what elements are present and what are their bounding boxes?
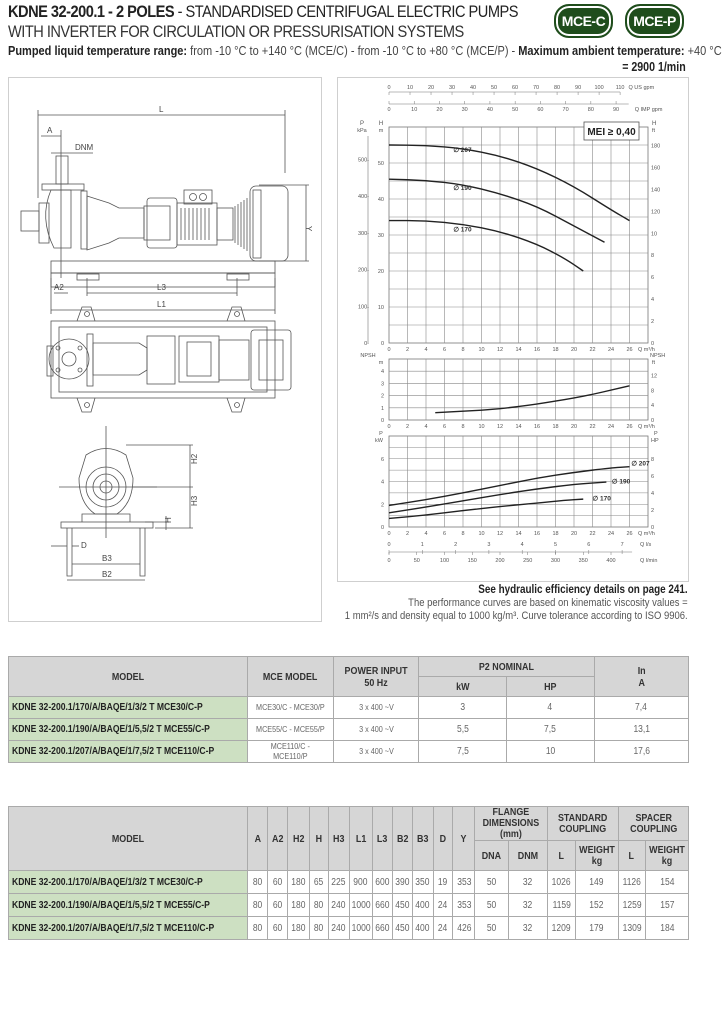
head-y-tick-ft: 160: [651, 165, 661, 172]
npsh-x-tick: 8: [461, 424, 465, 430]
cell-value: 1259: [618, 894, 645, 917]
page-title: [8, 2, 518, 22]
lmin-tick: 50: [413, 558, 420, 564]
power-x-tick: 4: [424, 531, 428, 537]
dimension-drawings-panel: [8, 77, 322, 622]
cell-value: 50: [475, 894, 508, 917]
cell-in: 13,1: [594, 719, 689, 741]
npsh-x-tick: 12: [496, 424, 504, 430]
table-row: [9, 741, 689, 763]
head-y-tick-m: 50: [377, 161, 384, 167]
col-header-h: H: [309, 807, 328, 871]
m-axis-title: H: [378, 121, 384, 127]
head-x-tick: 26: [626, 347, 633, 353]
cell-value: 80: [309, 894, 328, 917]
cell-value: 1126: [618, 871, 645, 894]
col-header-dnm: DNM: [508, 841, 548, 871]
cell-value: 80: [309, 917, 328, 940]
npsh-y-tick-m: 0: [380, 418, 384, 424]
lmin-tick: 0: [387, 558, 391, 564]
cell-value: 24: [433, 917, 453, 940]
npsh-x-tick: 26: [626, 424, 633, 430]
npsh-axis-title: NPSH: [360, 353, 376, 359]
dim-label-Y: Y: [304, 226, 313, 232]
cell-value: 149: [575, 871, 618, 894]
col-header-model: MODEL: [9, 807, 248, 871]
power-x-tick: 20: [570, 531, 578, 537]
head-curve-label: ∅ 170: [453, 226, 472, 234]
table-row: [9, 871, 689, 894]
ls-tick: 4: [520, 542, 524, 548]
title-model: KDNE 32-200.1 - 2 POLES: [8, 2, 175, 21]
cell-value: 240: [328, 917, 349, 940]
cell-power-input: 3 x 400 ~V: [333, 741, 419, 763]
col-header-h2: H2: [288, 807, 309, 871]
ls-tick: 5: [553, 542, 558, 548]
col-header-y: Y: [453, 807, 475, 871]
cell-power-input: 3 x 400 ~V: [333, 719, 419, 741]
cell-value: 80: [248, 871, 268, 894]
head-y-tick-kpa: 300-: [357, 230, 369, 237]
power-curve-label: ∅ 170: [592, 495, 611, 503]
title-description: - STANDARDISED CENTRIFUGAL ELECTRIC PUMPS: [174, 2, 518, 21]
mei-label: MEI ≥ 0,40: [587, 127, 636, 138]
npsh-x-axis-label: Q m³/h: [638, 424, 655, 430]
kw-axis-title: P: [379, 431, 383, 437]
head-y-tick-ft: 120: [651, 209, 661, 216]
cell-kw: 7,5: [419, 741, 507, 763]
cell-value: 180: [288, 871, 309, 894]
npsh-x-tick: 2: [405, 424, 410, 430]
cell-mce-model: MCE30/C - MCE30/P: [248, 697, 334, 719]
head-y-tick-kpa: 400-: [357, 194, 369, 201]
lmin-tick: 400: [606, 558, 616, 564]
npsh-y-tick-m: 3: [380, 381, 384, 388]
cell-in: 17,6: [594, 741, 689, 763]
electrical-data-table: [8, 656, 689, 763]
head-y-tick-m: 20: [377, 269, 384, 275]
head-x-tick: 24: [607, 347, 615, 353]
col-header-in: In A: [594, 657, 689, 697]
cell-value: 1159: [548, 894, 575, 917]
top-view-drawing: [47, 307, 291, 412]
head-curve-label: ∅ 207: [453, 147, 472, 155]
efficiency-note-text: See hydraulic efficiency details on page 241.: [478, 584, 688, 596]
side-view-drawing: [21, 105, 313, 314]
cell-value: 600: [372, 871, 392, 894]
cell-value: 1000: [349, 894, 372, 917]
col-header-kw: kW: [419, 677, 507, 697]
power-y-tick-kw: 4: [380, 479, 384, 486]
power-x-tick: 10: [478, 531, 485, 537]
npsh-x-tick: 0: [387, 424, 391, 430]
head-x-tick: 18: [552, 347, 559, 353]
performance-curves-panel: [337, 77, 689, 582]
cell-value: 225: [328, 871, 349, 894]
npsh-y-tick-m: 4: [380, 369, 384, 376]
power-y-tick-kw: 0: [380, 525, 384, 531]
cell-value: 426: [453, 917, 475, 940]
cell-value: 390: [392, 871, 412, 894]
cell-value: 50: [475, 871, 508, 894]
dim-label-H: H: [164, 517, 173, 523]
head-y-tick-ft: 4: [651, 297, 655, 304]
dim-label-A: A: [47, 126, 53, 135]
table-row: [9, 719, 689, 741]
npsh-y-tick-ft: 8: [651, 388, 655, 395]
imp-gpm-tick: 40: [486, 107, 493, 113]
speed-rating: = 2900 1/min: [622, 60, 686, 74]
pump-drawings: [9, 78, 321, 621]
col-header-model: MODEL: [9, 657, 248, 697]
cell-value: 60: [267, 917, 287, 940]
col-header-l1: L1: [349, 807, 372, 871]
ft-axis-title: H: [652, 121, 657, 127]
table-row: [9, 697, 689, 719]
col-header-a: A: [248, 807, 268, 871]
imp-gpm-label: Q IMP gpm: [634, 107, 663, 113]
ls-tick: 7: [620, 542, 624, 548]
cell-hp: 4: [506, 697, 594, 719]
us-gpm-tick: 60: [511, 85, 519, 91]
head-x-tick: 10: [478, 347, 485, 353]
npsh-x-tick: 16: [533, 424, 541, 430]
power-y-tick-kw: 2: [380, 502, 384, 509]
power-x-tick: 8: [461, 531, 465, 537]
head-x-tick: 2: [405, 347, 410, 353]
cell-kw: 5,5: [419, 719, 507, 741]
table-row: [9, 894, 689, 917]
power-x-tick: 24: [607, 531, 615, 537]
cell-kw: 3: [419, 697, 507, 719]
ls-tick: 6: [587, 542, 591, 548]
npsh-y-tick-m: 1: [380, 405, 384, 412]
col-header-spacer-weight: WEIGHT kg: [645, 841, 688, 871]
us-gpm-tick: 50: [490, 85, 498, 91]
lmin-tick: 250: [523, 558, 533, 564]
cell-value: 80: [248, 917, 268, 940]
dim-label-B3: B3: [102, 554, 112, 563]
cell-value: 180: [288, 894, 309, 917]
cell-value: 32: [508, 894, 548, 917]
us-gpm-tick: 0: [387, 85, 391, 91]
cell-value: 353: [453, 894, 475, 917]
power-curve-label: ∅ 207: [631, 460, 650, 468]
cell-value: 660: [372, 894, 392, 917]
head-y-tick-ft: 6: [651, 275, 655, 282]
us-gpm-tick: 10: [406, 85, 414, 91]
npsh-y-tick-ft: 0: [651, 418, 655, 424]
temp-range-label: Pumped liquid temperature range:: [8, 44, 188, 58]
us-gpm-tick: 90: [575, 85, 582, 91]
cell-model: KDNE 32-200.1/207/A/BAQE/1/7,5/2 T MCE110/C-P: [9, 917, 248, 940]
col-header-spacer-coupling: SPACER COUPLING: [618, 807, 688, 841]
power-x-tick: 18: [552, 531, 559, 537]
col-header-b2: B2: [392, 807, 412, 871]
us-gpm-tick: 70: [532, 85, 540, 91]
dim-label-H2: H2: [190, 453, 199, 464]
cell-model: KDNE 32-200.1/170/A/BAQE/1/3/2 T MCE30/C-P: [9, 697, 248, 719]
npsh-x-tick: 22: [589, 424, 596, 430]
npsh-x-tick: 6: [442, 424, 447, 430]
viscosity-note-line2: 1 mm²/s and density equal to 1000 kg/m³. Curve tolerance according to ISO 9906.: [345, 610, 688, 622]
head-y-tick-ft: 140: [651, 187, 661, 194]
cell-mce-model: MCE55/C - MCE55/P: [248, 719, 334, 741]
us-gpm-tick: 20: [427, 85, 435, 91]
hp-axis-unit: HP: [651, 438, 659, 444]
npsh-y-tick-m: 2: [380, 393, 384, 400]
power-curve-label: ∅ 190: [611, 478, 631, 486]
cell-value: 450: [392, 917, 412, 940]
imp-gpm-tick: 50: [512, 107, 519, 113]
head-y-tick-kpa: 200-: [357, 267, 369, 274]
cell-power-input: 3 x 400 ~V: [333, 697, 419, 719]
cell-value: 450: [392, 894, 412, 917]
dim-label-L: L: [159, 105, 164, 114]
ls-axis-label: Q l/s: [640, 542, 652, 548]
head-x-tick: 0: [387, 347, 391, 353]
cell-value: 154: [645, 871, 688, 894]
col-header-flange: FLANGE DIMENSIONS (mm): [475, 807, 548, 841]
cell-value: 32: [508, 917, 548, 940]
page-subtitle: WITH INVERTER FOR CIRCULATION OR PRESSURISATION SYSTEMS: [8, 22, 464, 41]
cell-value: 32: [508, 871, 548, 894]
head-y-tick-kpa: 0-: [364, 341, 369, 347]
m-axis-unit: m: [378, 128, 384, 134]
imp-gpm-tick: 70: [562, 107, 569, 113]
dim-label-D: D: [81, 541, 87, 550]
cell-model: KDNE 32-200.1/170/A/BAQE/1/3/2 T MCE30/C-P: [9, 871, 248, 894]
lmin-tick: 350: [578, 558, 588, 564]
head-y-tick-ft: 8: [651, 253, 655, 260]
head-y-tick-m: 10: [377, 305, 384, 311]
col-header-spacer-l: L: [618, 841, 645, 871]
mce-p-badge: MCE-P: [625, 4, 684, 38]
cell-value: 1026: [548, 871, 575, 894]
cell-value: 353: [453, 871, 475, 894]
power-x-tick: 6: [442, 531, 447, 537]
head-curve-0: [389, 145, 630, 221]
cell-value: 180: [288, 917, 309, 940]
power-x-axis-label: Q m³/h: [638, 531, 655, 537]
cell-value: 24: [433, 894, 453, 917]
mce-c-badge: MCE-C: [554, 4, 613, 38]
cell-model: KDNE 32-200.1/190/A/BAQE/1/5,5/2 T MCE55/C-P: [9, 894, 248, 917]
power-y-tick-kw: 6: [380, 456, 384, 463]
col-header-a2: A2: [267, 807, 287, 871]
head-y-tick-ft: 0: [651, 341, 655, 347]
cell-value: 60: [267, 894, 287, 917]
lmin-tick: 150: [467, 558, 477, 564]
power-y-tick-hp: 0: [651, 525, 655, 531]
us-gpm-tick: 30: [448, 85, 456, 91]
cell-value: 19: [433, 871, 453, 894]
head-x-tick: 14: [515, 347, 522, 353]
kpa-axis-unit: kPa: [357, 128, 367, 134]
cell-value: 179: [575, 917, 618, 940]
lmin-tick: 200: [495, 558, 505, 564]
dim-label-DNM: DNM: [75, 143, 94, 152]
ft-axis-unit: ft: [652, 128, 656, 134]
npsh-y-tick-ft: 12: [651, 373, 658, 380]
npsh-x-tick: 10: [478, 424, 485, 430]
ambient-temp-label: Maximum ambient temperature:: [518, 44, 685, 58]
head-curve-1: [389, 179, 605, 242]
head-y-tick-ft: 10: [651, 231, 658, 238]
cell-model: KDNE 32-200.1/190/A/BAQE/1/5,5/2 T MCE55/C-P: [9, 719, 248, 741]
cell-value: 50: [475, 917, 508, 940]
npsh-ft-axis-unit: ft: [652, 360, 656, 366]
ls-tick: 3: [487, 542, 491, 548]
col-header-b3: B3: [412, 807, 433, 871]
cell-value: 240: [328, 894, 349, 917]
head-x-tick: 22: [589, 347, 596, 353]
power-x-tick: 2: [405, 531, 410, 537]
temp-range-value: from -10 °C to +140 °C (MCE/C) - from -10 °C to +80 °C (MCE/P) -: [187, 44, 519, 58]
cell-value: 157: [645, 894, 688, 917]
cell-value: 1000: [349, 917, 372, 940]
imp-gpm-tick: 60: [537, 107, 544, 113]
cell-value: 152: [575, 894, 618, 917]
imp-gpm-tick: 10: [411, 107, 418, 113]
viscosity-note-line1: The performance curves are based on kinematic viscosity values =: [408, 597, 688, 609]
col-header-mce-model: MCE MODEL: [248, 657, 334, 697]
col-header-p2-nominal: P2 NOMINAL: [419, 657, 594, 677]
head-y-tick-m: 30: [377, 233, 384, 239]
cell-value: 80: [248, 894, 268, 917]
npsh-x-tick: 20: [570, 424, 578, 430]
dim-label-A2: A2: [54, 283, 64, 292]
npsh-x-tick: 14: [515, 424, 522, 430]
us-gpm-label: Q US gpm: [628, 85, 655, 91]
cell-value: 184: [645, 917, 688, 940]
head-x-tick: 8: [461, 347, 465, 353]
hp-axis-title: P: [654, 431, 658, 437]
head-x-axis-label: Q m³/h: [638, 347, 655, 353]
head-y-tick-kpa: 500-: [357, 157, 369, 164]
us-gpm-tick: 110: [615, 85, 625, 91]
power-y-tick-hp: 2: [651, 508, 655, 515]
col-header-l3: L3: [372, 807, 392, 871]
npsh-x-tick: 4: [424, 424, 428, 430]
dim-label-L1: L1: [157, 300, 166, 309]
head-curve-2: [389, 221, 583, 271]
kw-axis-unit: kW: [375, 438, 383, 444]
power-x-tick: 0: [387, 531, 391, 537]
imp-gpm-tick: 80: [587, 107, 594, 113]
lmin-tick: 100: [439, 558, 450, 564]
power-x-tick: 26: [626, 531, 633, 537]
head-y-tick-m: 0: [380, 341, 384, 347]
head-x-tick: 4: [424, 347, 428, 353]
col-header-dna: DNA: [475, 841, 508, 871]
power-x-tick: 14: [515, 531, 522, 537]
head-y-tick-m: 40: [377, 197, 384, 203]
power-x-tick: 12: [496, 531, 504, 537]
col-header-power-input: POWER INPUT 50 Hz: [333, 657, 419, 697]
dim-label-B2: B2: [102, 570, 112, 579]
cell-value: 400: [412, 917, 433, 940]
npsh-x-tick: 18: [552, 424, 559, 430]
us-gpm-tick: 40: [469, 85, 477, 91]
imp-gpm-tick: 90: [613, 107, 620, 113]
cell-hp: 10: [506, 741, 594, 763]
efficiency-note: [345, 584, 688, 597]
col-header-h3: H3: [328, 807, 349, 871]
power-x-tick: 16: [533, 531, 541, 537]
dim-label-L3: L3: [157, 283, 166, 292]
power-y-tick-hp: 6: [651, 474, 655, 481]
power-x-tick: 22: [589, 531, 596, 537]
performance-charts: [338, 78, 688, 581]
cell-model: KDNE 32-200.1/207/A/BAQE/1/7,5/2 T MCE110/C-P: [9, 741, 248, 763]
power-y-tick-hp: 8: [651, 457, 655, 464]
npsh-curve: [435, 386, 629, 413]
kpa-axis-title: P: [359, 121, 365, 127]
lmin-tick: 300: [550, 558, 561, 564]
npsh-x-tick: 24: [607, 424, 615, 430]
cell-value: 1209: [548, 917, 575, 940]
npsh-ft-axis-title: NPSH: [650, 353, 666, 359]
temperature-range: [8, 44, 722, 58]
col-header-standard-weight: WEIGHT kg: [575, 841, 618, 871]
cell-value: 65: [309, 871, 328, 894]
head-x-tick: 12: [496, 347, 504, 353]
lmin-axis-label: Q l/min: [640, 558, 658, 564]
head-y-tick-ft: 180: [651, 143, 661, 150]
us-gpm-tick: 80: [554, 85, 561, 91]
cell-value: 1309: [618, 917, 645, 940]
col-header-standard-l: L: [548, 841, 575, 871]
head-curve-label: ∅ 190: [453, 185, 472, 192]
head-x-tick: 16: [533, 347, 541, 353]
table-row: [9, 917, 689, 940]
front-view-drawing: [51, 426, 199, 580]
col-header-d: D: [433, 807, 453, 871]
cell-value: 350: [412, 871, 433, 894]
head-y-tick-kpa: 100-: [357, 304, 369, 311]
cell-value: 660: [372, 917, 392, 940]
head-x-tick: 20: [570, 347, 578, 353]
ls-tick: 0: [387, 542, 391, 548]
us-gpm-tick: 100: [594, 85, 604, 91]
col-header-standard-coupling: STANDARD COUPLING: [548, 807, 618, 841]
npsh-y-tick-ft: 4: [651, 403, 655, 410]
ambient-temp-value: +40 °C: [684, 44, 722, 58]
imp-gpm-tick: 0: [387, 107, 391, 113]
imp-gpm-tick: 20: [436, 107, 443, 113]
cell-in: 7,4: [594, 697, 689, 719]
dim-label-H3: H3: [190, 495, 199, 506]
cell-value: 60: [267, 871, 287, 894]
col-header-hp: HP: [506, 677, 594, 697]
imp-gpm-tick: 30: [461, 107, 468, 113]
head-y-tick-ft: 2: [651, 319, 655, 326]
dimensions-table: [8, 806, 689, 940]
ls-tick: 1: [420, 542, 424, 548]
cell-mce-model: MCE110/C - MCE110/P: [248, 741, 334, 763]
cell-value: 400: [412, 894, 433, 917]
head-x-tick: 6: [442, 347, 447, 353]
cell-hp: 7,5: [506, 719, 594, 741]
curve-notes: [345, 584, 688, 623]
ls-tick: 2: [454, 542, 458, 548]
npsh-axis-unit: m: [378, 360, 384, 366]
cell-value: 900: [349, 871, 372, 894]
power-y-tick-hp: 4: [651, 491, 655, 498]
